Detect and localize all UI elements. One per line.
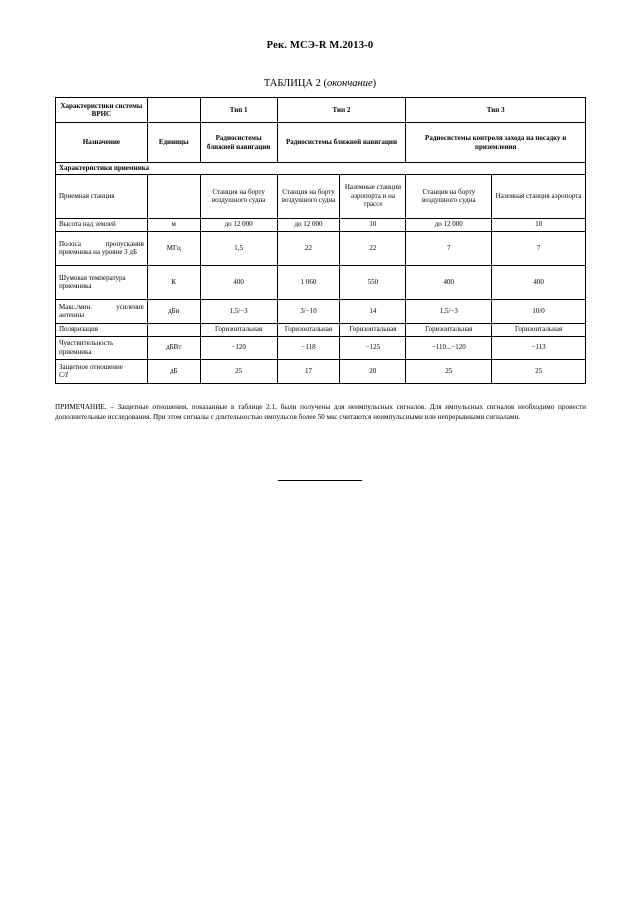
table-cell: Станция на борту воздушного судна <box>200 174 277 218</box>
row-unit <box>147 174 200 218</box>
table-cell: −125 <box>340 336 406 359</box>
row-unit: дБВт <box>147 336 200 359</box>
table-cell: Станция на борту воздушного судна <box>406 174 492 218</box>
table-cell: Наземная станция аэропорта <box>492 174 586 218</box>
table-cell: −120 <box>200 336 277 359</box>
row-unit: м <box>147 218 200 231</box>
header-type-1-purpose: Радиосистемы ближней навигации <box>200 123 277 163</box>
table-cell: Наземные станции аэропорта и на трассе <box>340 174 406 218</box>
table-row <box>56 359 586 383</box>
header-type-3: Тип 3 <box>406 98 586 123</box>
header-type-3-purpose: Радиосистемы контроля захода на посадку и приземления <box>406 123 586 163</box>
row-unit: дБи <box>147 299 200 323</box>
table-cell: 400 <box>492 265 586 299</box>
table-cell: 14 <box>340 299 406 323</box>
table-cell: Горизонтальная <box>492 323 586 336</box>
table-cell: 25 <box>200 359 277 383</box>
table-cell: 17 <box>277 359 340 383</box>
header-empty <box>147 98 200 123</box>
table-cell: 22 <box>277 231 340 265</box>
table-cell: 400 <box>200 265 277 299</box>
row-label: Макс./мин. усиление антенны <box>56 299 148 323</box>
header-characteristics: Характеристики системы ВРНС <box>56 98 148 123</box>
table-row <box>56 265 586 299</box>
table-row <box>56 174 586 218</box>
row-label: Поляризация <box>56 323 148 336</box>
header-row-types <box>56 98 586 123</box>
table-cell: Горизонтальная <box>340 323 406 336</box>
table-cell: 7 <box>406 231 492 265</box>
row-label-italic: C/I <box>59 371 68 379</box>
table-cell: до 12 000 <box>277 218 340 231</box>
page-header: Рек. МСЭ-R M.2013-0 <box>266 40 374 51</box>
row-unit: МГц <box>147 231 200 265</box>
row-label: Высота над землей <box>56 218 148 231</box>
row-unit: дБ <box>147 359 200 383</box>
row-label: Защитное отношение C/I <box>56 359 148 383</box>
table-cell: 3/−10 <box>277 299 340 323</box>
header-purpose: Назначение <box>56 123 148 163</box>
table-cell: 1,5 <box>200 231 277 265</box>
table-row <box>56 299 586 323</box>
data-table <box>55 97 586 384</box>
table-row <box>56 323 586 336</box>
table-cell: Горизонтальная <box>406 323 492 336</box>
header-units: Единицы <box>147 123 200 163</box>
section-title: Характеристики приемника <box>56 163 586 175</box>
table-cell: Станция на борту воздушного судна <box>277 174 340 218</box>
row-label: Полоса пропускания приемника на уровне 3 дБ <box>56 231 148 265</box>
table-cell: 7 <box>492 231 586 265</box>
table-cell: Горизонтальная <box>277 323 340 336</box>
header-type-1: Тип 1 <box>200 98 277 123</box>
table-cell: 10 <box>492 218 586 231</box>
table-note: ПРИМЕЧАНИЕ. – Защитные отношения, показанные в таблице 2.1, были получены для неимпульсных сигналов. Для импульсных сигналов необходимо провести дополнительные исследования. При этом сигналы с длительностью импульсов более 50 мкс считаются неимпульсными или непрерывными сигналами. <box>55 403 586 421</box>
table-title: ТАБЛИЦА 2 (окончание) <box>263 78 377 89</box>
divider-rule <box>278 480 362 481</box>
table-cell: Горизонтальная <box>200 323 277 336</box>
table-cell: 20 <box>340 359 406 383</box>
table-row <box>56 336 586 359</box>
table-cell: 25 <box>406 359 492 383</box>
table-cell: 1,5/−3 <box>406 299 492 323</box>
table-cell: 550 <box>340 265 406 299</box>
table-cell: 10/0 <box>492 299 586 323</box>
table-cell: до 12 000 <box>200 218 277 231</box>
table-cell: −110...−120 <box>406 336 492 359</box>
row-unit: К <box>147 265 200 299</box>
header-row-purpose <box>56 123 586 163</box>
header-type-2-purpose: Радиосистемы ближней навигации <box>277 123 406 163</box>
header-type-2: Тип 2 <box>277 98 406 123</box>
table-cell: 400 <box>406 265 492 299</box>
row-label: Шумовая температура приемника <box>56 265 148 299</box>
row-label: Приемная станция <box>56 174 148 218</box>
table-cell: 1,5/−3 <box>200 299 277 323</box>
table-row <box>56 231 586 265</box>
table-cell: 10 <box>340 218 406 231</box>
table-cell: 1 060 <box>277 265 340 299</box>
row-label: Чувствительность приемника <box>56 336 148 359</box>
table-cell: 25 <box>492 359 586 383</box>
table-cell: −118 <box>277 336 340 359</box>
section-row <box>56 163 586 175</box>
table-cell: 22 <box>340 231 406 265</box>
table-cell: до 12 000 <box>406 218 492 231</box>
row-unit <box>147 323 200 336</box>
table-cell: −113 <box>492 336 586 359</box>
table-row <box>56 218 586 231</box>
